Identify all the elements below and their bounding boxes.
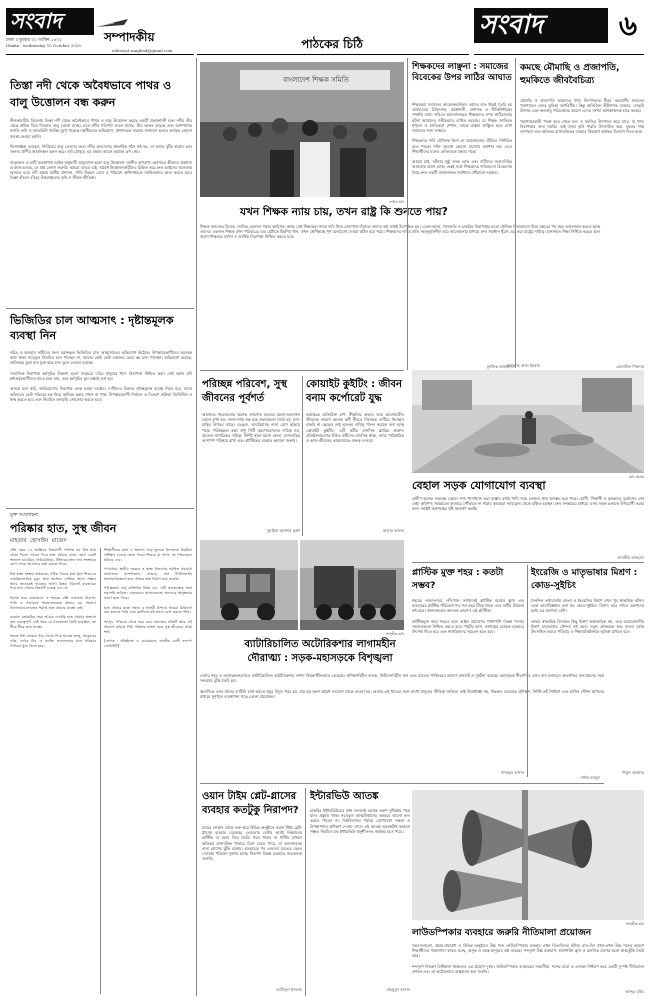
autorickshaw-byline: নাঈম মাহমুদ bbox=[580, 775, 600, 780]
lead-letter-body: শিক্ষক সমাজের বিবেক, জাতির মেরুদণ্ড গড়ার কারিগর। অথচ সেই শিক্ষকেরা ন্যায্য দাবি নিয়ে রাজপথে দাঁড়ালে তাদের কণ্ঠ প্রায়ই উপেক্ষিত হয়। বেতন-ভাতা, পদোন্নতি ও চাকরির নিরাপত্তার মতো মৌলিক বিষয়গুলো নিয়ে বছরের পর বছর আন্দোলন করতে হচ্ছে তাদের। একজন শিক্ষক যখন পরিবারের ব্যয় মেটাতে হিমশিম খান, তখন শ্রেণিকক্ষে পূর্ণ মনোযোগ দেওয়া কঠিন হয়ে পড়ে। শিক্ষকদের দাবির প্রতি সহানুভূতিশীল হয়ে আলোচনার মাধ্যমে দ্রুত সমাধান খুঁজে বের করা রাষ্ট্রের দায়িত্ব। মানসম্মত শিক্ষা নিশ্চিত করতে হলে আগে শিক্ষকের মর্যাদা ও আর্থিক নিরাপত্তা নিশ্চিত করতে হবে। bbox=[200, 224, 602, 240]
teachers-headline: শিক্ষকদের লাঞ্ছনা : সমাজের বিবেকের উপর লাঠির আঘাত bbox=[412, 62, 512, 83]
right-rule bbox=[474, 54, 644, 55]
divider bbox=[200, 370, 404, 371]
language-body: দৈনন্দিন কথাবার্তায় বাংলা ও ইংরেজির মিশ্রণ এখন খুব স্বাভাবিক ঘটনা। একে ভাষাবিজ্ঞানে বলা হয় কোড-সুইচিং। বিশেষ করে শহুরে তরুণদের মধ্যে এর প্রবণতা বেশি। ভাষার স্বাভাবিক বিবর্তনে কিছু মিশ্রণ অস্বাভাবিক নয়, তবে অপ্রয়োজনীয় মিশ্রণ মাতৃভাষার সৌন্দর্য নষ্ট করে। নতুন প্রজন্মকে শুদ্ধ বাংলা চর্চায় উৎসাহিত করতে পরিবার ও শিক্ষাপ্রতিষ্ঠানকে ভূমিকা রাখতে হবে। bbox=[531, 598, 644, 635]
column-divider bbox=[196, 58, 197, 996]
op-ed-body-col1: প্রতি বছর ১৫ অক্টোবর বিশ্বব্যাপী পালিত হয় বিশ্ব হাত ধোয়া দিবস। সাবান দিয়ে হাত ধোয়ার মতো ছোট্ট একটি অভ্যাস ডায়রিয়া, নিউমোনিয়া, টাইফয়েডসহ নানা সংক্রামক রোগ থেকে আমাদের রক্ষা করতে পারে। বিশ্ব স্বাস্থ্য সংস্থার তথ্যমতে, সঠিক নিয়মে হাত ধুলে শিশুদের ডায়রিয়াজনিত মৃত্যু প্রায় অর্ধেকে নামিয়ে আনা সম্ভব। অথচ অনেকেই খাওয়ার আগে কিংবা টয়লেট ব্যবহারের পরে হাত ধোয়ার বিষয়টি গুরুত্ব দেন না। বিশেষ করে গ্রামাঞ্চলে ও শহরের বস্তি এলাকায় নিরাপদ পানি ও সাবানের সহজলভ্যতার অভাব বড় সমস্যা। বিদ্যালয়গুলোতেও পর্যাপ্ত হাত ধোয়ার ব্যবস্থা নেই। করোনা মহামারির সময় আমরা দেখেছি হাত ধোয়ার অভ্যাস কত গুরুত্বপূর্ণ। সেই সময় যে সচেতনতা তৈরি হয়েছিল, তা ধীরে ধীরে কমে যাচ্ছে। অন্তত বিশ সেকেন্ড ধরে সাবান দিয়ে হাতের তালু, আঙুলের ফাঁক, নখের নিচ ও কবজি ভালোভাবে ঘষে পরিষ্কার পানিতে ধুয়ে নিতে হবে। bbox=[10, 548, 97, 648]
column-divider bbox=[100, 548, 101, 994]
onetime-headline: ওয়ান টাইম প্লেট-গ্লাসের ব্যবহার কতটুকু নিরাপদ? bbox=[202, 791, 299, 816]
op-ed-headline: পরিষ্কার হাত, সুস্থ জীবন bbox=[10, 522, 117, 535]
road-headline: বেহাল সড়ক যোগাযোগ ব্যবস্থা bbox=[412, 479, 546, 492]
page-number: ৬ bbox=[618, 9, 638, 42]
plastic-body: শহরের নালা-নর্দমা, নদী-খাল সবখানেই প্লাস্টিক বর্জ্যের স্তূপ। এক ব্যবহারের প্লাস্টিক পরিবেশে শত শত বছর টিকে থাকে এবং মাটির উর্বরতা নষ্ট করে। জলাবদ্ধতার অন্যতম কারণও এই প্লাস্টিক। প্লাস্টিকমুক্ত শহর গড়তে হলে আইন প্রয়োগের পাশাপাশি বিকল্প পণ্যের সহজলভ্যতা নিশ্চিত করতে হবে। পাটের ব্যাগ, কাগজের মোড়ক ব্যবহারে উৎসাহ দিতে হবে এবং নাগরিকদের সচেতন হতে হবে। bbox=[412, 598, 524, 635]
teachers-byline: মুশফিক আহমেদ bbox=[486, 364, 512, 369]
editorial-1-headline: তিস্তা নদী থেকে অবৈধভাবে পাথর ও বালু উত্তোলন বন্ধ করুন bbox=[10, 79, 172, 109]
column-divider bbox=[302, 376, 303, 536]
loudspeaker-headline: লাউডস্পিকার ব্যবহারে জরুরি নীতিমালা প্রয়োজন bbox=[412, 928, 592, 938]
loudspeaker-photo-caption: সংগৃহীত ছবি bbox=[625, 922, 644, 926]
interview-body: চাকরির ইন্টারভিউয়ের কথা শুনলেই অনেক তরুণ দুশ্চিন্তায় পড়ে যান। প্রস্তুতি থাকা সত্ত্বেও আত্মবিশ্বাসের অভাবে ভালো ফল করতে পারেন না। বিশ্ববিদ্যালয় পর্যায়ে যোগাযোগ দক্ষতা ও উপস্থাপনার প্রশিক্ষণ দেওয়া গেলে এই আতঙ্ক অনেকটাই কমানো সম্ভব। নিয়মিত মক ইন্টারভিউ অনুশীলনও কার্যকর হতে পারে। bbox=[310, 808, 412, 834]
honey-headline: কমছে মৌমাছি ও প্রজাপতি, হুমকিতে জীববৈচিত্র্য bbox=[520, 63, 620, 86]
letters-section-label: পাঠকের চিঠি bbox=[301, 37, 363, 51]
autorickshaw-photo-1 bbox=[200, 540, 298, 630]
divider bbox=[412, 562, 644, 563]
divider bbox=[6, 308, 194, 309]
honey-body: মৌমাছি ও প্রজাপতি আমাদের খাদ্য উৎপাদনের নীরব সহযোগী। ফসলের পরাগায়নে এদের ভূমিকা অপরিসীম। কিন্তু অতিরিক্ত কীটনাশক ব্যবহার, বনভূমি উজাড় এবং জলবায়ু পরিবর্তনের কারণে এদের সংখ্যা আশঙ্কাজনক হারে কমছে। পরাগায়নকারী পতঙ্গ কমে গেলে ফল ও সবজির উৎপাদন কমে যাবে, যা খাদ্য নিরাপত্তার জন্য হুমকি। তাই জৈব কৃষি পদ্ধতি উৎসাহিত করা, ফুলের গাছ লাগানো এবং ক্ষতিকর রাসায়নিকের ব্যবহার নিয়ন্ত্রণে কার্যকর উদ্যোগ নিতে হবে। bbox=[520, 98, 644, 135]
hygiene-byline: সুমাইয়া আক্তার মুক্তা bbox=[266, 528, 300, 533]
editorial-2-headline: ভিজিডির চাল আত্মসাৎ : দৃষ্টান্তমূলক ব্যবস্থা নিন bbox=[10, 314, 174, 342]
date-line: ঢাকা ॥ বুধবার ৩০ আশ্বিন ১৪৩২ bbox=[6, 38, 63, 43]
hygiene-body: আমাদের শহরগুলোর অনেক জায়গায় যত্রতত্র ময়লা-আবর্জনা ফেলে রাখা হয়। নালা-নর্দমা বন্ধ হয়ে জলাবদ্ধতা তৈরি হয়, মশা-মাছির উপদ্রব বাড়ে। ডেঙ্গু, ডায়রিয়াসহ নানা রোগ ছড়িয়ে পড়ে। পরিচ্ছন্নতা রক্ষা শুধু সিটি করপোরেশনের দায়িত্ব নয়, প্রত্যেক নাগরিকের দায়িত্ব। নির্দিষ্ট স্থানে ময়লা ফেলা, বাসাবাড়ির আশপাশ পরিষ্কার রাখা এবং প্লাস্টিকের ব্যবহার কমানো জরুরি। bbox=[202, 412, 302, 444]
plastic-byline: নাজমুল হাসান bbox=[500, 770, 524, 775]
onetime-byline: আমিনুল ইসলাম bbox=[276, 987, 302, 992]
right-logo: সংবাদ bbox=[479, 10, 544, 40]
masthead-logo: সংবাদ bbox=[10, 9, 62, 33]
autorickshaw-photo-2 bbox=[300, 540, 404, 630]
road-photo-caption: ছবি সংগ্রহ bbox=[629, 475, 644, 479]
hygiene-headline: পরিচ্ছন্ন পরিবেশ, সুস্থ জীবনের পূর্বশর্ত bbox=[202, 379, 287, 404]
loudspeaker-byline: আব্দুর রহিম bbox=[625, 989, 644, 994]
interview-headline: ইন্টারভিউ আতঙ্ক bbox=[310, 791, 379, 802]
protest-banner-text: বাংলাদেশ শিক্ষক সমিতি bbox=[283, 76, 349, 84]
language-byline: শিমুল আক্তার bbox=[622, 770, 644, 775]
masthead-rule bbox=[6, 54, 194, 55]
honey-byline: রেজাউল শিকদার bbox=[616, 364, 644, 369]
teachers-body: শিক্ষকেরা সমাজের আলোকবর্তিকা। তাদের হাত ধরেই তৈরি হয় ভবিষ্যতের চিকিৎসক, প্রকৌশলী, প্রশাসক ও নীতিনির্ধারক। সম্প্রতি ন্যায্য দাবিতে আন্দোলনরত শিক্ষকদের ওপর লাঠিচার্জের ঘটনা আমাদের গভীরভাবে ব্যথিত করেছে। যে শিক্ষক জাতিকে শৃঙ্খলা ও নৈতিকতা শেখান, তাকে রাস্তায় লাঞ্ছিত হতে দেখা সমাজের জন্য লজ্জার। শিক্ষকদের দাবি যৌক্তিক কিনা তা আলোচনার টেবিলে নির্ধারিত হতে পারত। শক্তি প্রয়োগ কোনো সমস্যার সমাধান নয়। এতে শিক্ষার্থীদের মনেও নেতিবাচক প্রভাব পড়ে। আমরা চাই, ঘটনার সুষ্ঠু তদন্ত হোক এবং দায়ীদের জবাবদিহির আওতায় আনা হোক। একই সঙ্গে শিক্ষকদের দাবিগুলো বিবেচনায় নিয়ে দ্রুত একটি সম্মানজনক সমাধানে পৌঁছানো দরকার। bbox=[412, 102, 512, 175]
autorickshaw-headline: ব্যাটারিচালিত অটোরিকশার লাগামহীন দৌরাত্ম্য : সড়ক-মহাসড়কে বিশৃঙ্খলা bbox=[244, 639, 396, 664]
lead-letter-byline: আব্দুল্লাহ আল ইমরান bbox=[506, 363, 540, 368]
plastic-headline: প্লাস্টিক মুক্ত শহর : কতটা সম্ভব? bbox=[412, 568, 504, 591]
loudspeaker-photo bbox=[412, 790, 644, 920]
interview-byline: মাহমুদুল হাসান bbox=[386, 987, 410, 992]
autorickshaw-body: দেশের শহর ও মহাসড়কগুলোতে ব্যাটারিচালিত অটোরিকশার সংখ্যা নিয়ন্ত্রণহীনভাবে বেড়েছে। প্রশিক্ষণবিহীন চালক, ফিটনেসবিহীন যান এবং যত্রতত্র পার্কিংয়ের কারণে যানজট ও দুর্ঘটনা বাড়ছে। মহাসড়কে ধীরগতির এসব যান চলাচলে দ্রুতগতির যানবাহনের সঙ্গে সংঘর্ষের ঝুঁকি তৈরি হয়। অন্যদিকে এসব যানের ব্যাটারি চার্জ করতে প্রচুর বিদ্যুৎ খরচ হয়, যার বড় অংশ অবৈধ সংযোগ থেকে নেওয়া হয়। আবার এই খাতের সঙ্গে লাখো মানুষের জীবিকা জড়িত। তাই নিষেধাজ্ঞা নয়, নিবন্ধন, চালকের প্রশিক্ষণ, নির্দিষ্ট রুট নির্ধারণ এবং চার্জিং স্টেশন স্থাপনের মাধ্যমে সুশৃঙ্খল ব্যবস্থাপনা গড়ে তোলা প্রয়োজন। bbox=[200, 673, 604, 699]
op-ed-kicker: মুক্ত আলোচনা bbox=[10, 513, 39, 518]
editorial-1-body: নীলফামারীর ডিমলায় তিস্তা নদী থেকে অবৈধভাবে পাথর ও বালু উত্তোলন করছে একটি প্রভাবশালী চক্র। নদীর তীর থেকে শ্রমিক দিয়ে দিনরাত বালু তোলা হচ্ছে। এতে নদীর গতিপথ বদলে যাচ্ছে, তীর ভাঙন বাড়ছে এবং আশপাশের ফসলি জমি ও বসতভিটা হুমকির মুখে পড়েছে। স্থানীয়দের অভিযোগ, প্রশাসনকে বারবার জানানো হলেও কার্যকর কোনো ব্যবস্থা নেওয়া হয়নি। বিশেষজ্ঞরা বলছেন, নির্বিচারে বালু তোলার ফলে নদীর তলদেশের স্বাভাবিক গঠন নষ্ট হয়, যা বন্যার ঝুঁকি বাড়ায় এবং জলজ প্রাণীর আবাসস্থল ধ্বংস করে। বর্ষা মৌসুমে এর প্রভাব আরও ভয়াবহ রূপ নেয়। বালুমহাল ও মাটি ব্যবস্থাপনা আইন অনুযায়ী অনুমোদন ছাড়া বালু উত্তোলন দণ্ডনীয় অপরাধ। তারপরও কীভাবে প্রকাশ্যে এ কাজ চলছে, সে প্রশ্ন তোলা জরুরি। আমরা বলতে চাই, অবৈধ উত্তোলনকারীদের চিহ্নিত করে দ্রুত আইনের আওতায় আনতে হবে। নদী রক্ষায় স্থানীয় প্রশাসন, পানি উন্নয়ন বোর্ড ও পরিবেশ অধিদপ্তরকে সমন্বিতভাবে কাজ করতে হবে। তিস্তা বাঁচলে বাঁচবে উত্তরাঞ্চলের কৃষি ও জীবন-জীবিকা। bbox=[10, 118, 192, 181]
section-label: সম্পাদকীয় bbox=[104, 30, 155, 44]
date-line-en: Dhaka : wednesday 15 October 2025 bbox=[6, 43, 81, 48]
loudspeaker-body: সভা-সমাবেশ, প্রচার-প্রচারণা ও বিভিন্ন অনুষ্ঠানে উচ্চ শব্দে লাউডস্পিকার ব্যবহার এখন নিত্যদিনের ঘটনা। রাত-দিন যখন-তখন উচ্চ শব্দের কারণে শিক্ষার্থীদের পড়াশোনা ব্যাহত হচ্ছে, অসুস্থ ও বয়স্ক মানুষের কষ্ট বাড়ছে। শব্দদূষণ উচ্চ রক্তচাপ, শ্রবণশক্তি হ্রাস ও মানসিক চাপের মতো স্বাস্থ্যঝুঁকি তৈরি করে। শব্দদূষণ নিয়ন্ত্রণ বিধিমালা থাকলেও এর প্রয়োগ দুর্বল। লাউডস্পিকার ব্যবহারের সময়সীমা, শব্দের মাত্রা ও এলাকা নির্ধারণ করে একটি সুস্পষ্ট নীতিমালা প্রণয়ন এবং তা কঠোরভাবে বাস্তবায়ন করা জরুরি। bbox=[412, 943, 644, 975]
onetime-body: চায়ের দোকান থেকে শুরু করে বিভিন্ন অনুষ্ঠানে ওয়ান টাইম প্লেট-গ্লাসের ব্যবহার বেড়েছে। এগুলোর বেশির ভাগই নিম্নমানের প্লাস্টিক বা ফোম দিয়ে তৈরি। গরম খাবার বা পানীয় রাখলে ক্ষতিকর রাসায়নিক খাবারে মিশে যেতে পারে, যা ক্যানসারসহ নানা রোগের ঝুঁকি বাড়ায়। ব্যবহারের পর এগুলো যত্রতত্র ফেলে দেওয়ায় পরিবেশ দূষণও হচ্ছে। নিরাপদ বিকল্প ব্যবহারে সচেতনতা জরুরি। bbox=[202, 825, 304, 862]
kuwait-byline: আমার আলম bbox=[382, 528, 404, 533]
quill-icon bbox=[94, 14, 130, 26]
column-divider bbox=[305, 788, 306, 996]
kuwait-headline: কোয়াইট কুইটিং : জীবন বনাম কর্পোরেট যুদ্ধ bbox=[306, 379, 402, 404]
road-photo bbox=[412, 370, 644, 473]
column-divider bbox=[527, 565, 528, 777]
editorial-2-body: দরিদ্র ও অসহায় নারীদের জন্য বরাদ্দকৃত ভিজিডির চাল আত্মসাতের অভিযোগ উঠেছে। উপকারভোগীদের অনেকে কার্ড থাকা সত্ত্বেও নিয়মিত চাল পাচ্ছেন না, আবার কেউ কেউ বরাদ্দের চেয়ে কম চাল পাচ্ছেন। অভিযোগ রয়েছে, তালিকায় ভুয়া নাম যুক্ত করে চাল তুলে নেওয়া হয়েছে। সামাজিক নিরাপত্তা কর্মসূচির উদ্দেশ্য হলো সবচেয়ে দরিদ্র মানুষের খাদ্য নিরাপত্তা নিশ্চিত করা। সেই বরাদ্দ যদি মধ্যস্বত্বভোগীদের হাতে চলে যায়, তবে কর্মসূচির মূল লক্ষ্যই ব্যর্থ হয়। আমরা মনে করি, অভিযোগের নিরপেক্ষ তদন্ত হওয়া দরকার। দোষীদের বিরুদ্ধে দৃষ্টান্তমূলক ব্যবস্থা নিতে হবে, যাতে ভবিষ্যতে কেউ গরিবের হক নিয়ে অনিয়ম করার সাহস না পায়। উপকারভোগী নির্বাচন ও বিতরণ প্রক্রিয়া ডিজিটাল ও স্বচ্ছ করতে হবে এবং নিয়মিত তদারকি জোরদার করতে হবে। bbox=[10, 350, 192, 402]
road-byline: তানভীর আহমেদ bbox=[617, 555, 644, 560]
language-headline: ইংরেজি ও মাতৃভাষার মিশ্রণ : কোড-সুইচিং bbox=[531, 568, 638, 591]
lead-letter-headline: যখন শিক্ষক ন্যায় চায়, তখন রাষ্ট্র কি শুনতে পায়? bbox=[240, 206, 448, 218]
protest-photo-caption: ফাইল ছবি bbox=[389, 200, 404, 204]
column-divider bbox=[515, 58, 516, 368]
divider bbox=[6, 508, 194, 509]
road-body: গ্রামীণ অনেক সড়কের বেহাল দশা। খানাখন্দে ভরা রাস্তায় বর্ষায় পানি জমে চলাচল প্রায় অসম্ভব হয়ে পড়ে। রোগী, শিক্ষার্থী ও কৃষকদের দুর্ভোগের শেষ নেই। কৃষিপণ্য সময়মতো বাজারে পৌঁছাতে না পারায় কৃষকেরা ন্যায্যমূল্য থেকে বঞ্চিত হচ্ছেন। দ্রুত সংস্কারের মাধ্যমে এসব সড়ক চলাচল উপযোগী করার জন্য সংশ্লিষ্ট কর্তৃপক্ষের দৃষ্টি আকর্ষণ করছি। bbox=[412, 496, 646, 512]
op-ed-author: মাহতাব হোসাইন মাজেদ bbox=[10, 538, 67, 544]
autorickshaw-photo-caption: সংগৃহীত ছবি bbox=[385, 632, 404, 636]
op-ed-body-col2: শিক্ষার্থীদের মধ্যে এ অভ্যাস গড়ে তুলতে বিদ্যালয়ে নিয়মিত প্রশিক্ষণ দেওয়া যেতে পারে। শিশুরা যা শেখে, তা পরিবারেও ছড়িয়ে দেয়। গণমাধ্যম, স্থানীয় সরকার ও স্বাস্থ্য বিভাগের সমন্বিত প্রচারণা প্রয়োজন। হাসপাতাল, বাজার, বাস টার্মিনালসহ জনসমাগমস্থলে হাত ধোয়ার স্থান নির্মাণ করা জরুরি। পরিচ্ছন্নতা শুধু ব্যক্তিগত বিষয় নয়, এটি জনস্বাস্থ্যের সঙ্গে সরাসরি জড়িত। একজনের অসচেতনতা অন্যদের অসুস্থতার কারণ হতে পারে। হাত ধোয়ার মতো সহজ ও সাশ্রয়ী উপায়ে আমরা চিকিৎসা ব্যয় কমাতে পারি এবং কর্মদিবস নষ্ট হওয়া রোধ করতে পারি। আসুন, পরিবার থেকে শুরু করে সমাজের প্রতিটি স্তরে এই অভ্যাস ছড়িয়ে দিই। পরিষ্কার হাতই হোক সুস্থ জীবনের প্রথম শর্ত। [লেখক : প্রতিষ্ঠাতা ও চেয়ারম্যান, জাতীয় রোগী কল্যাণ সোসাইটি] bbox=[104, 548, 192, 648]
divider bbox=[200, 783, 604, 784]
letters-rule bbox=[197, 54, 469, 55]
kuwait-body: কর্মক্ষেত্রে অতিরিক্ত চাপ, স্বীকৃতির অভাব আর ভারসাম্যহীন জীবনের কারণে অনেক কর্মী নীরবে নিজেকে গুটিয়ে নিচ্ছেন। চাকরি না ছেড়েও শুধু ন্যূনতম দায়িত্ব পালন করাকে বলা হচ্ছে কোয়াইট কুইটিং। এটি কর্মীর মানসিক ক্লান্তির প্রকাশ। প্রতিষ্ঠানগুলোর উচিত কর্মীদের মানসিক স্বাস্থ্য, ন্যায্য পারিশ্রমিক ও কাজ-জীবনের ভারসাম্যকে গুরুত্ব দেওয়া। bbox=[306, 412, 406, 444]
email[interactable]: editorial.sangbad@gmail.com bbox=[112, 48, 173, 53]
column-divider bbox=[407, 58, 408, 370]
